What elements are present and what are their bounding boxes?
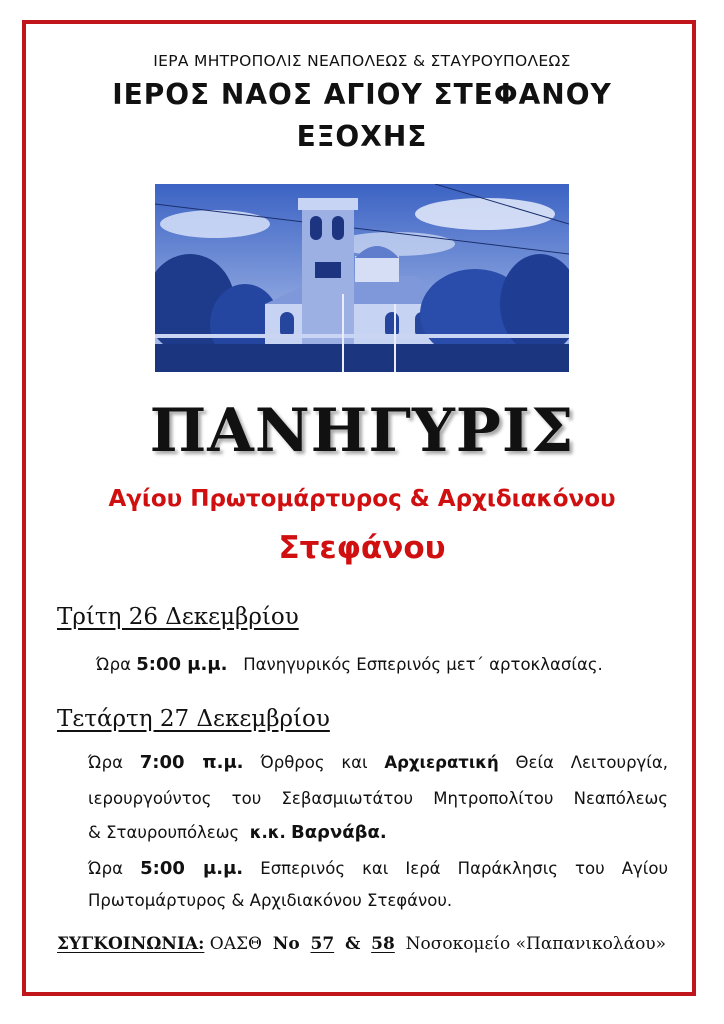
church-photo-image — [155, 184, 569, 372]
church-photo — [155, 184, 569, 372]
church-location: ΕΞΟΧΗΣ — [296, 120, 428, 153]
time-label: Ώρα — [88, 859, 123, 878]
day2-service1-line3 — [88, 822, 387, 843]
bishop-name: Βαρνάβα. — [290, 822, 387, 843]
service1-text-b: Θεία Λειτουργία, — [515, 753, 669, 772]
day2-service1-line2: ιερουργούντος του Σεβασμιωτάτου Μητροπολίτου Νεαπόλεως — [88, 789, 668, 808]
service1-text-a: Όρθρος και — [260, 753, 368, 772]
day1-heading: Τρίτη 26 Δεκεμβρίου — [57, 604, 299, 630]
time-label: Ώρα — [96, 655, 131, 674]
church-name: ΙΕΡΟΣ ΝΑΟΣ ΑΓΙΟΥ ΣΤΕΦΑΝΟΥ — [112, 78, 612, 111]
day2-time2: 5:00 μ.μ. — [140, 858, 244, 879]
bus-57: 57 — [310, 934, 335, 954]
day2-heading: Τετάρτη 27 Δεκεμβρίου — [57, 706, 330, 732]
saint-name-line1: Αγίου Πρωτομάρτυρος & Αρχιδιακόνου — [108, 486, 616, 512]
transport-no: Νο — [272, 934, 300, 954]
day2-service2-line2: Πρωτομάρτυρος & Αρχιδιακόνου Στεφάνου. — [88, 891, 453, 910]
transport-amp: & — [344, 934, 361, 954]
day1-service: Πανηγυρικός Εσπερινός μετ΄ αρτοκλασίας. — [243, 655, 603, 674]
saint-name-line2: Στεφάνου — [278, 530, 446, 566]
day2-time1: 7:00 π.μ. — [139, 752, 244, 773]
service1-line3-text: & Σταυρουπόλεως — [88, 823, 240, 842]
transport-info — [57, 934, 666, 954]
transport-operator: ΟΑΣΘ — [209, 934, 262, 954]
service1-line3-kk: κ.κ. — [249, 823, 286, 842]
transport-destination: Νοσοκομείο «Παπανικολάου» — [405, 934, 667, 954]
transport-label: ΣΥΓΚΟΙΝΩΝΙΑ: — [57, 934, 205, 954]
day1-time: 5:00 μ.μ. — [136, 654, 228, 675]
metropolis-name: ΙΕΡΑ ΜΗΤΡΟΠΟΛΙΣ ΝΕΑΠΟΛΕΩΣ & ΣΤΑΥΡΟΥΠΟΛΕΩΣ — [153, 52, 571, 70]
time-label: Ώρα — [88, 753, 123, 772]
event-title: ΠΑΝΗΓΥΡΙΣ — [149, 396, 575, 466]
day2-service2-line1 — [88, 858, 668, 879]
service2-text: Εσπερινός και Ιερά Παράκλησις του Αγίου — [260, 859, 669, 878]
day1-service-line — [96, 654, 603, 675]
day2-service1-line1 — [88, 752, 668, 773]
bus-58: 58 — [371, 934, 395, 954]
service1-bold: Αρχιερατική — [384, 753, 499, 772]
